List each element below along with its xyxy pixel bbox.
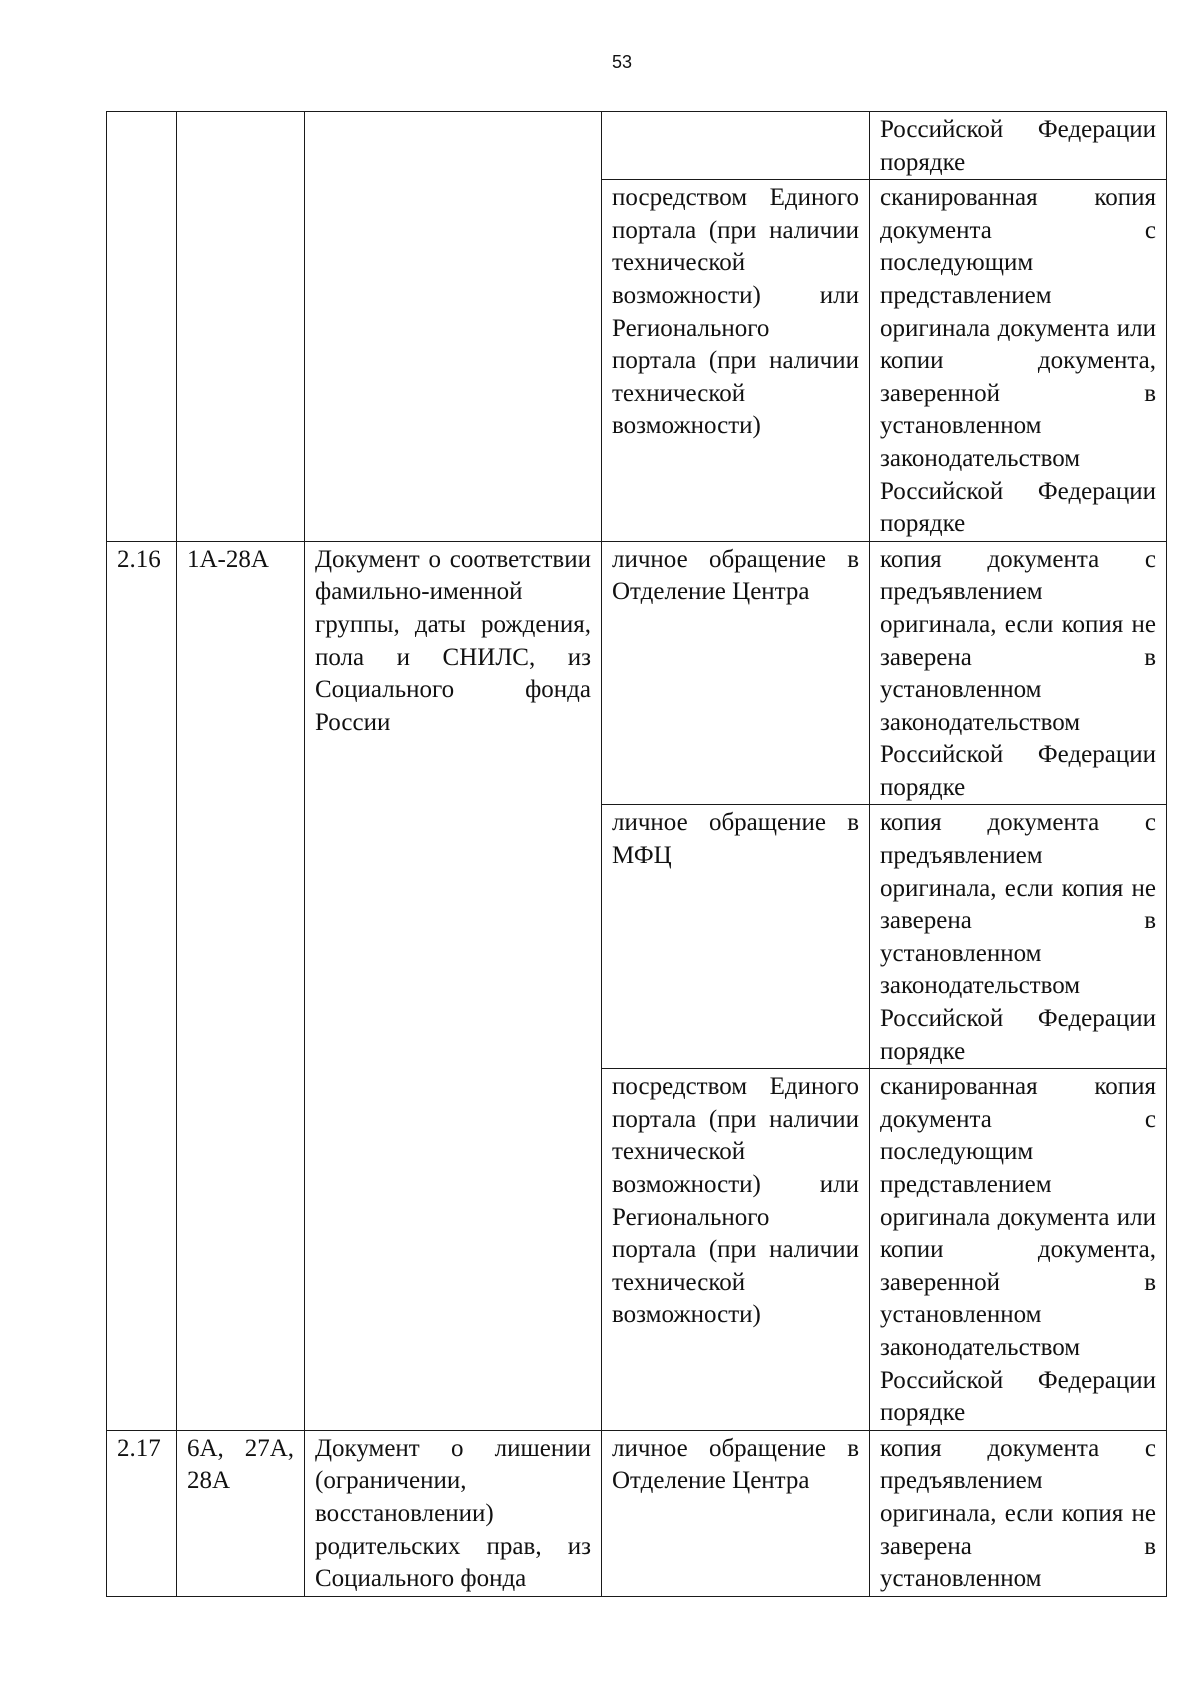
method-cell <box>602 805 870 1069</box>
number-cell <box>107 541 177 1430</box>
number-cell <box>107 112 177 542</box>
method-text: личное обращение в МФЦ <box>612 809 859 870</box>
row-number: 2.17 <box>117 1434 161 1462</box>
form-cell <box>870 180 1167 542</box>
method-cell <box>602 180 870 542</box>
codes-cell <box>177 1430 305 1596</box>
table-row <box>107 1430 1167 1596</box>
form-cell <box>870 1430 1167 1596</box>
document-cell <box>305 541 602 1430</box>
method-cell <box>602 541 870 805</box>
form-cell <box>870 1069 1167 1431</box>
page-number: 53 <box>611 52 633 72</box>
row-codes: 1А-28А <box>187 545 269 573</box>
document-text: Документ о соответствии фамильно-именной группы, даты рождения, пола и СНИЛС, из Социального фонда России <box>315 545 591 736</box>
method-cell <box>602 112 870 180</box>
codes-cell <box>177 541 305 1430</box>
table-row <box>107 541 1167 805</box>
method-text: посредством Единого портала (при наличии технической возможности) или Регионального портала (при наличии технической возможности) <box>612 1073 859 1329</box>
form-text: копия документа с предъявлением оригинала, если копия не заверена в установленном законодательством Российской Федерации порядке <box>880 545 1156 801</box>
form-text: Российской Федерации порядке <box>880 116 1156 176</box>
documents-table <box>106 111 1167 1597</box>
document-cell <box>305 1430 602 1596</box>
form-text: сканированная копия документа с последующим представлением оригинала документа или копии документа, заверенной в установленном законодательством Российской Федерации порядке <box>880 1073 1156 1427</box>
row-number: 2.16 <box>117 545 161 573</box>
method-cell <box>602 1069 870 1431</box>
form-text: сканированная копия документа с последующим представлением оригинала документа или копии документа, заверенной в установленном законодательством Российской Федерации порядке <box>880 184 1156 538</box>
form-cell <box>870 112 1167 180</box>
number-cell <box>107 1430 177 1596</box>
row-codes: 6А, 27А, 28А <box>187 1434 294 1495</box>
form-text: копия документа с предъявлением оригинала, если копия не заверена в установленном <box>880 1434 1156 1593</box>
form-text: копия документа с предъявлением оригинала, если копия не заверена в установленном законодательством Российской Федерации порядке <box>880 809 1156 1065</box>
form-cell <box>870 541 1167 805</box>
codes-cell <box>177 112 305 542</box>
method-cell <box>602 1430 870 1596</box>
form-cell <box>870 805 1167 1069</box>
document-cell <box>305 112 602 542</box>
table-row <box>107 112 1167 180</box>
document-text: Документ о лишении (ограничении, восстановлении) родительских прав, из Социального фонда <box>315 1434 591 1593</box>
method-text: личное обращение в Отделение Центра <box>612 545 859 606</box>
method-text: посредством Единого портала (при наличии технической возможности) или Регионального портала (при наличии технической возможности) <box>612 184 859 440</box>
method-text: личное обращение в Отделение Центра <box>612 1434 859 1495</box>
